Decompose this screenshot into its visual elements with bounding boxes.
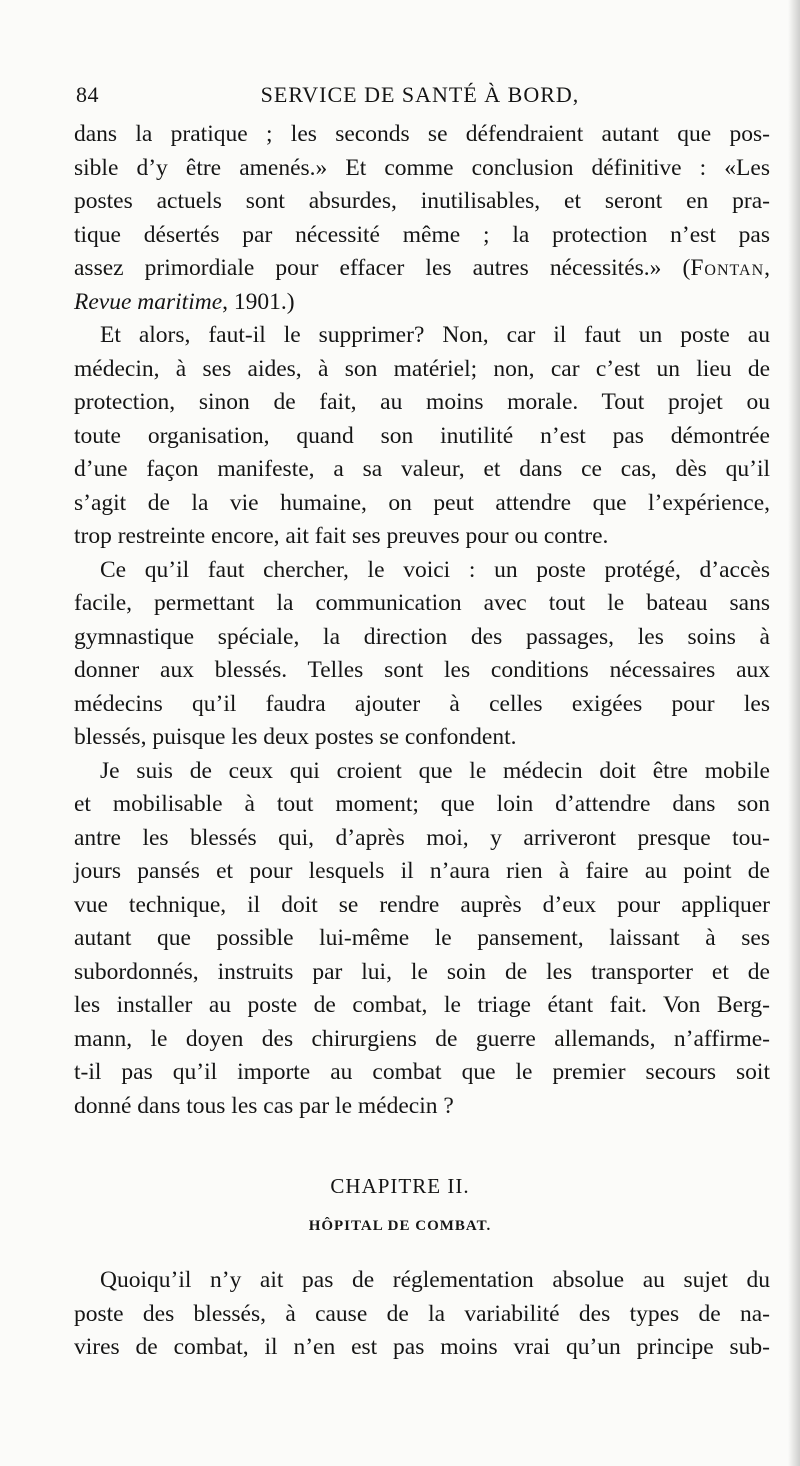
text-line: trop restreinte encore, ait fait ses preuves pour ou contre. [74,523,609,549]
text-line: autant que possible lui-même le pansement, laissant à ses [74,925,770,951]
text-line: antre les blessés qui, d’après moi, y arriveront presque tou- [74,824,770,851]
body-text [74,118,770,1123]
text-line: toute organisation, quand son inutilité n’est pas démontrée [74,422,770,449]
paragraph [74,1264,770,1365]
text-segment: , [764,255,770,281]
paragraph [74,319,770,554]
text-line: vue technique, il doit se rendre auprès d’eux pour appliquer [74,891,770,918]
text-line [74,286,770,320]
text-line: s’agit de la vie humaine, on peut attendre que l’expérience, [74,489,770,516]
text-line: Ce qu’il faut chercher, le voici : un poste protégé, d’accès [100,556,770,583]
text-line [74,252,770,286]
paragraph [74,118,770,319]
text-line: t-il pas qu’il importe au combat que le premier secours soit [74,1059,770,1085]
page-edge-shadow [788,0,800,1466]
chapter-title: CHAPITRE II. [330,1174,470,1198]
text-line: médecin, à ses aides, à son matériel; non, car c’est un lieu de [74,355,770,382]
text-line: Quoiqu’il n’y ait pas de réglementation absolue au sujet du [100,1267,770,1293]
chapter-subtitle: HÔPITAL DE COMBAT. [308,1218,492,1234]
text-line: donner aux blessés. Telles sont les conditions nécessaires aux [74,657,770,683]
page-number: 84 [76,82,99,107]
text-line: les installer au poste de combat, le triage étant fait. Von Berg- [74,992,770,1018]
text-line: tique désertés par nécessité même ; la protection n’est pas [74,221,770,248]
paragraph [74,755,770,1124]
citation-year: , 1901.) [222,288,295,315]
text-line: Et alors, faut-il le supprimer? Non, car il faut un poste au [100,322,770,348]
text-line: poste des blessés, à cause de la variabilité des types de na- [74,1300,770,1327]
paragraph [74,554,770,755]
text-line: donné dans tous les cas par le médecin ? [74,1092,454,1119]
text-line: sible d’y être amenés.» Et comme conclusion définitive : «Les [74,154,770,181]
text-line: et mobilisable à tout moment; que loin d’attendre dans son [74,791,770,817]
text-line: mann, le doyen des chirurgiens de guerre allemands, n’affirme- [74,1025,770,1052]
text-line: postes actuels sont absurdes, inutilisables, et seront en pra- [74,188,770,214]
text-segment: assez primordiale pour effacer les autres nécessités.» ( [74,255,691,281]
text-line: protection, sinon de fait, au moins morale. Tout projet ou [74,389,770,415]
text-line: subordonnés, instruits par lui, le soin de les transporter et de [74,958,770,985]
text-line: d’une façon manifeste, a sa valeur, et dans ce cas, dès qu’il [74,456,770,482]
text-line: vires de combat, il n’en est pas moins vrai qu’un principe sub- [74,1334,770,1360]
page-header [76,82,764,118]
chapter-body [74,1264,770,1365]
text-line: Je suis de ceux qui croient que le médecin doit être mobile [100,757,770,784]
running-head: SERVICE DE SANTÉ À BORD, [260,82,580,107]
text-line: blessés, puisque les deux postes se confondent. [74,724,517,750]
text-line: facile, permettant la communication avec tout le bateau sans [74,590,770,616]
text-line: gymnastique spéciale, la direction des passages, les soins à [74,623,770,650]
citation-author: Fontan [690,255,765,281]
citation-journal: Revue maritime [74,288,223,315]
text-line: jours pansés et pour lesquels il n’aura rien à faire au point de [74,858,770,884]
text-line: dans la pratique ; les seconds se défendraient autant que pos- [74,121,770,147]
text-line: médecins qu’il faudra ajouter à celles exigées pour les [74,690,770,717]
